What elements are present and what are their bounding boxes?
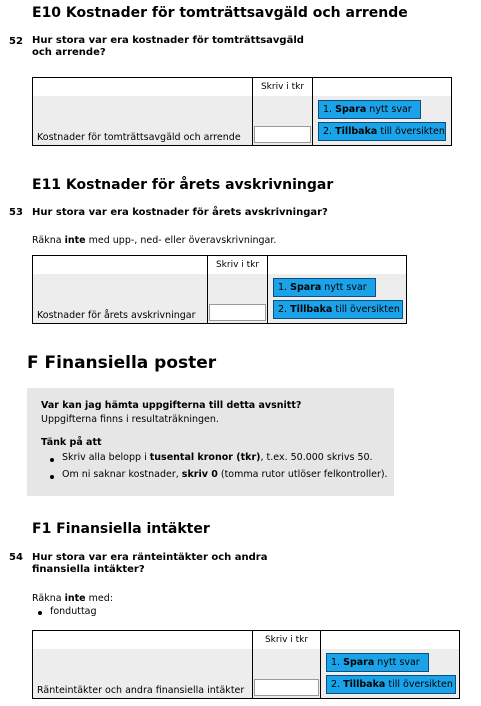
back-button-52[interactable]: 2. Tillbaka till översikten [318, 122, 446, 141]
section-title-e10: E10 Kostnader för tomträttsavgäld och arrende [32, 5, 408, 21]
amount-input-53[interactable] [209, 304, 266, 321]
answer-table-52 [32, 77, 452, 146]
bullet-dot [38, 611, 42, 615]
question-53-text: Hur stora var era kostnader för årets avskrivningar? [32, 207, 328, 218]
question-53-note: Räkna inte med upp-, ned- eller överavskrivningar. [32, 235, 277, 246]
section-title-f1: F1 Finansiella intäkter [32, 521, 210, 537]
question-number-54: 54 [9, 552, 23, 563]
row-label: Ränteintäkter och andra finansiella intäkter [37, 685, 245, 696]
column-header: Skriv i tkr [252, 78, 313, 96]
question-number-53: 53 [9, 207, 23, 218]
info-bullet-2: Om ni saknar kostnader, skriv 0 (tomma rutor utlöser felkontroller). [62, 469, 388, 480]
amount-input-52[interactable] [254, 126, 311, 143]
back-button-54[interactable]: 2. Tillbaka till översikten [326, 675, 456, 694]
question-52-line2: och arrende? [32, 47, 106, 58]
save-button-54[interactable]: 1. Spara nytt svar [326, 653, 429, 672]
info-box [27, 388, 394, 496]
save-button-52[interactable]: 1. Spara nytt svar [318, 100, 421, 119]
question-52-text [32, 35, 304, 59]
question-54-text [32, 552, 267, 576]
question-number-52: 52 [9, 36, 23, 47]
row-label: Kostnader för tomträttsavgäld och arrende [37, 132, 241, 143]
info-text: Uppgifterna finns i resultaträkningen. [41, 414, 219, 425]
info-heading: Var kan jag hämta uppgifterna till detta avsnitt? [41, 400, 302, 411]
column-header: Skriv i tkr [252, 631, 321, 649]
bullet-dot [50, 458, 54, 462]
answer-table-53 [32, 255, 407, 324]
note-bullet-1: fonduttag [50, 606, 97, 617]
row-label: Kostnader för årets avskrivningar [37, 310, 196, 321]
column-header: Skriv i tkr [207, 256, 268, 274]
question-54-note: Räkna inte med: [32, 593, 113, 604]
back-button-53[interactable]: 2. Tillbaka till översikten [273, 300, 403, 319]
question-54-line2: finansiella intäkter? [32, 564, 145, 575]
section-title-f: F Finansiella poster [27, 353, 217, 373]
save-button-53[interactable]: 1. Spara nytt svar [273, 278, 376, 297]
question-52-line1: Hur stora var era kostnader för tomträttsavgäld [32, 35, 304, 46]
info-bullet-1: Skriv alla belopp i tusental kronor (tkr), t.ex. 50.000 skrivs 50. [62, 452, 373, 463]
amount-input-54[interactable] [254, 679, 319, 696]
think-heading: Tänk på att [41, 437, 102, 448]
answer-table-54 [32, 630, 460, 699]
section-title-e11: E11 Kostnader för årets avskrivningar [32, 177, 334, 193]
question-54-line1: Hur stora var era ränteintäkter och andra [32, 552, 268, 563]
bullet-dot [50, 475, 54, 479]
